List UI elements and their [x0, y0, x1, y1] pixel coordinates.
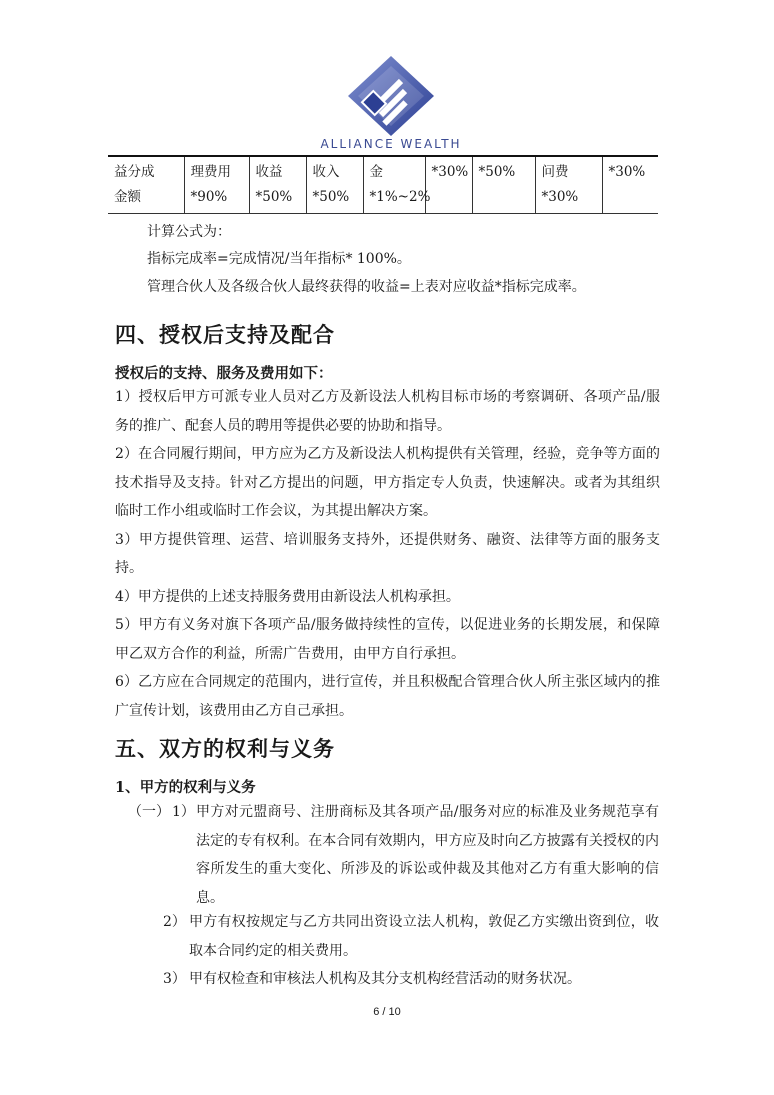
list-item: 3）甲方提供管理、运营、培训服务支持外，还提供财务、融资、法律等方面的服务支持。	[115, 531, 660, 576]
list-item: 2）在合同履行期间，甲方应为乙方及新设法人机构提供有关管理，经验，竞争等方面的技术指导及支持。针对乙方提出的问题，甲方指定专人负责，快速解决。或者为其组织临时工作小组或临时工作会议，为其提出解决方案。	[115, 446, 660, 519]
section-4-body	[115, 383, 660, 725]
list-item: 甲方有权按规定与乙方共同出资设立法人机构，敦促乙方实缴出资到位，收取本合同约定的相关费用。	[189, 914, 659, 959]
section-5-subtitle: 1、甲方的权利与义务	[115, 779, 256, 796]
fee-table	[108, 157, 658, 214]
formula-intro: 计算公式为：	[147, 224, 231, 240]
table-row	[108, 157, 658, 214]
formula-line-1: 指标完成率=完成情况/当年指标* 100%。	[147, 251, 411, 267]
page-number: 6 / 10	[373, 1006, 401, 1018]
table-cell: 问费 *30%	[535, 157, 602, 214]
logo-text: ALLIANCE WEALTH	[320, 137, 462, 151]
table-cell: *30%	[602, 157, 658, 214]
table-cell: 益分成 金额	[108, 157, 184, 214]
list-item: 6）乙方应在合同规定的范围内，进行宣传，并且积极配合管理合伙人所主张区域内的推广宣传计划，该费用由乙方自己承担。	[115, 674, 660, 719]
list-item: 4）甲方提供的上述支持服务费用由新设法人机构承担。	[115, 588, 460, 605]
group-label: （一）	[128, 804, 170, 820]
list-item: 甲方对元盟商号、注册商标及其各项产品/服务对应的标准及业务规范享有法定的专有权利。在本合同有效期内，甲方应及时向乙方披露有关授权的内容所发生的重大变化、所涉及的诉讼或仲裁及其他对乙方有重大影响的信息。	[196, 804, 659, 906]
list-item: 甲有权检查和审核法人机构及其分支机构经营活动的财务状况。	[189, 971, 581, 987]
table-cell: 金 *1%~2%	[363, 157, 425, 214]
section-4-subtitle: 授权后的支持、服务及费用如下：	[115, 365, 333, 382]
item-label: 3）	[163, 971, 186, 987]
table-cell: 理费用 *90%	[184, 157, 249, 214]
item-label: 2）	[163, 914, 186, 930]
table-cell: *50%	[472, 157, 535, 214]
table-cell: 收入 *50%	[306, 157, 363, 214]
section-5-title: 五、双方的权利与义务	[115, 736, 335, 761]
list-item: 1）授权后甲方可派专业人员对乙方及新设法人机构目标市场的考察调研、各项产品/服务的推广、配套人员的聘用等提供必要的协助和指导。	[115, 389, 660, 434]
item-label: 1）	[172, 804, 195, 820]
formula-line-2: 管理合伙人及各级合伙人最终获得的收益=上表对应收益*指标完成率。	[147, 279, 586, 295]
list-item: 5）甲方有义务对旗下各项产品/服务做持续性的宣传，以促进业务的长期发展，和保障甲乙双方合作的利益，所需广告费用，由甲方自行承担。	[115, 617, 660, 662]
table-cell: 收益 *50%	[249, 157, 306, 214]
section-4-title: 四、授权后支持及配合	[115, 322, 335, 347]
table-cell: *30%	[425, 157, 472, 214]
